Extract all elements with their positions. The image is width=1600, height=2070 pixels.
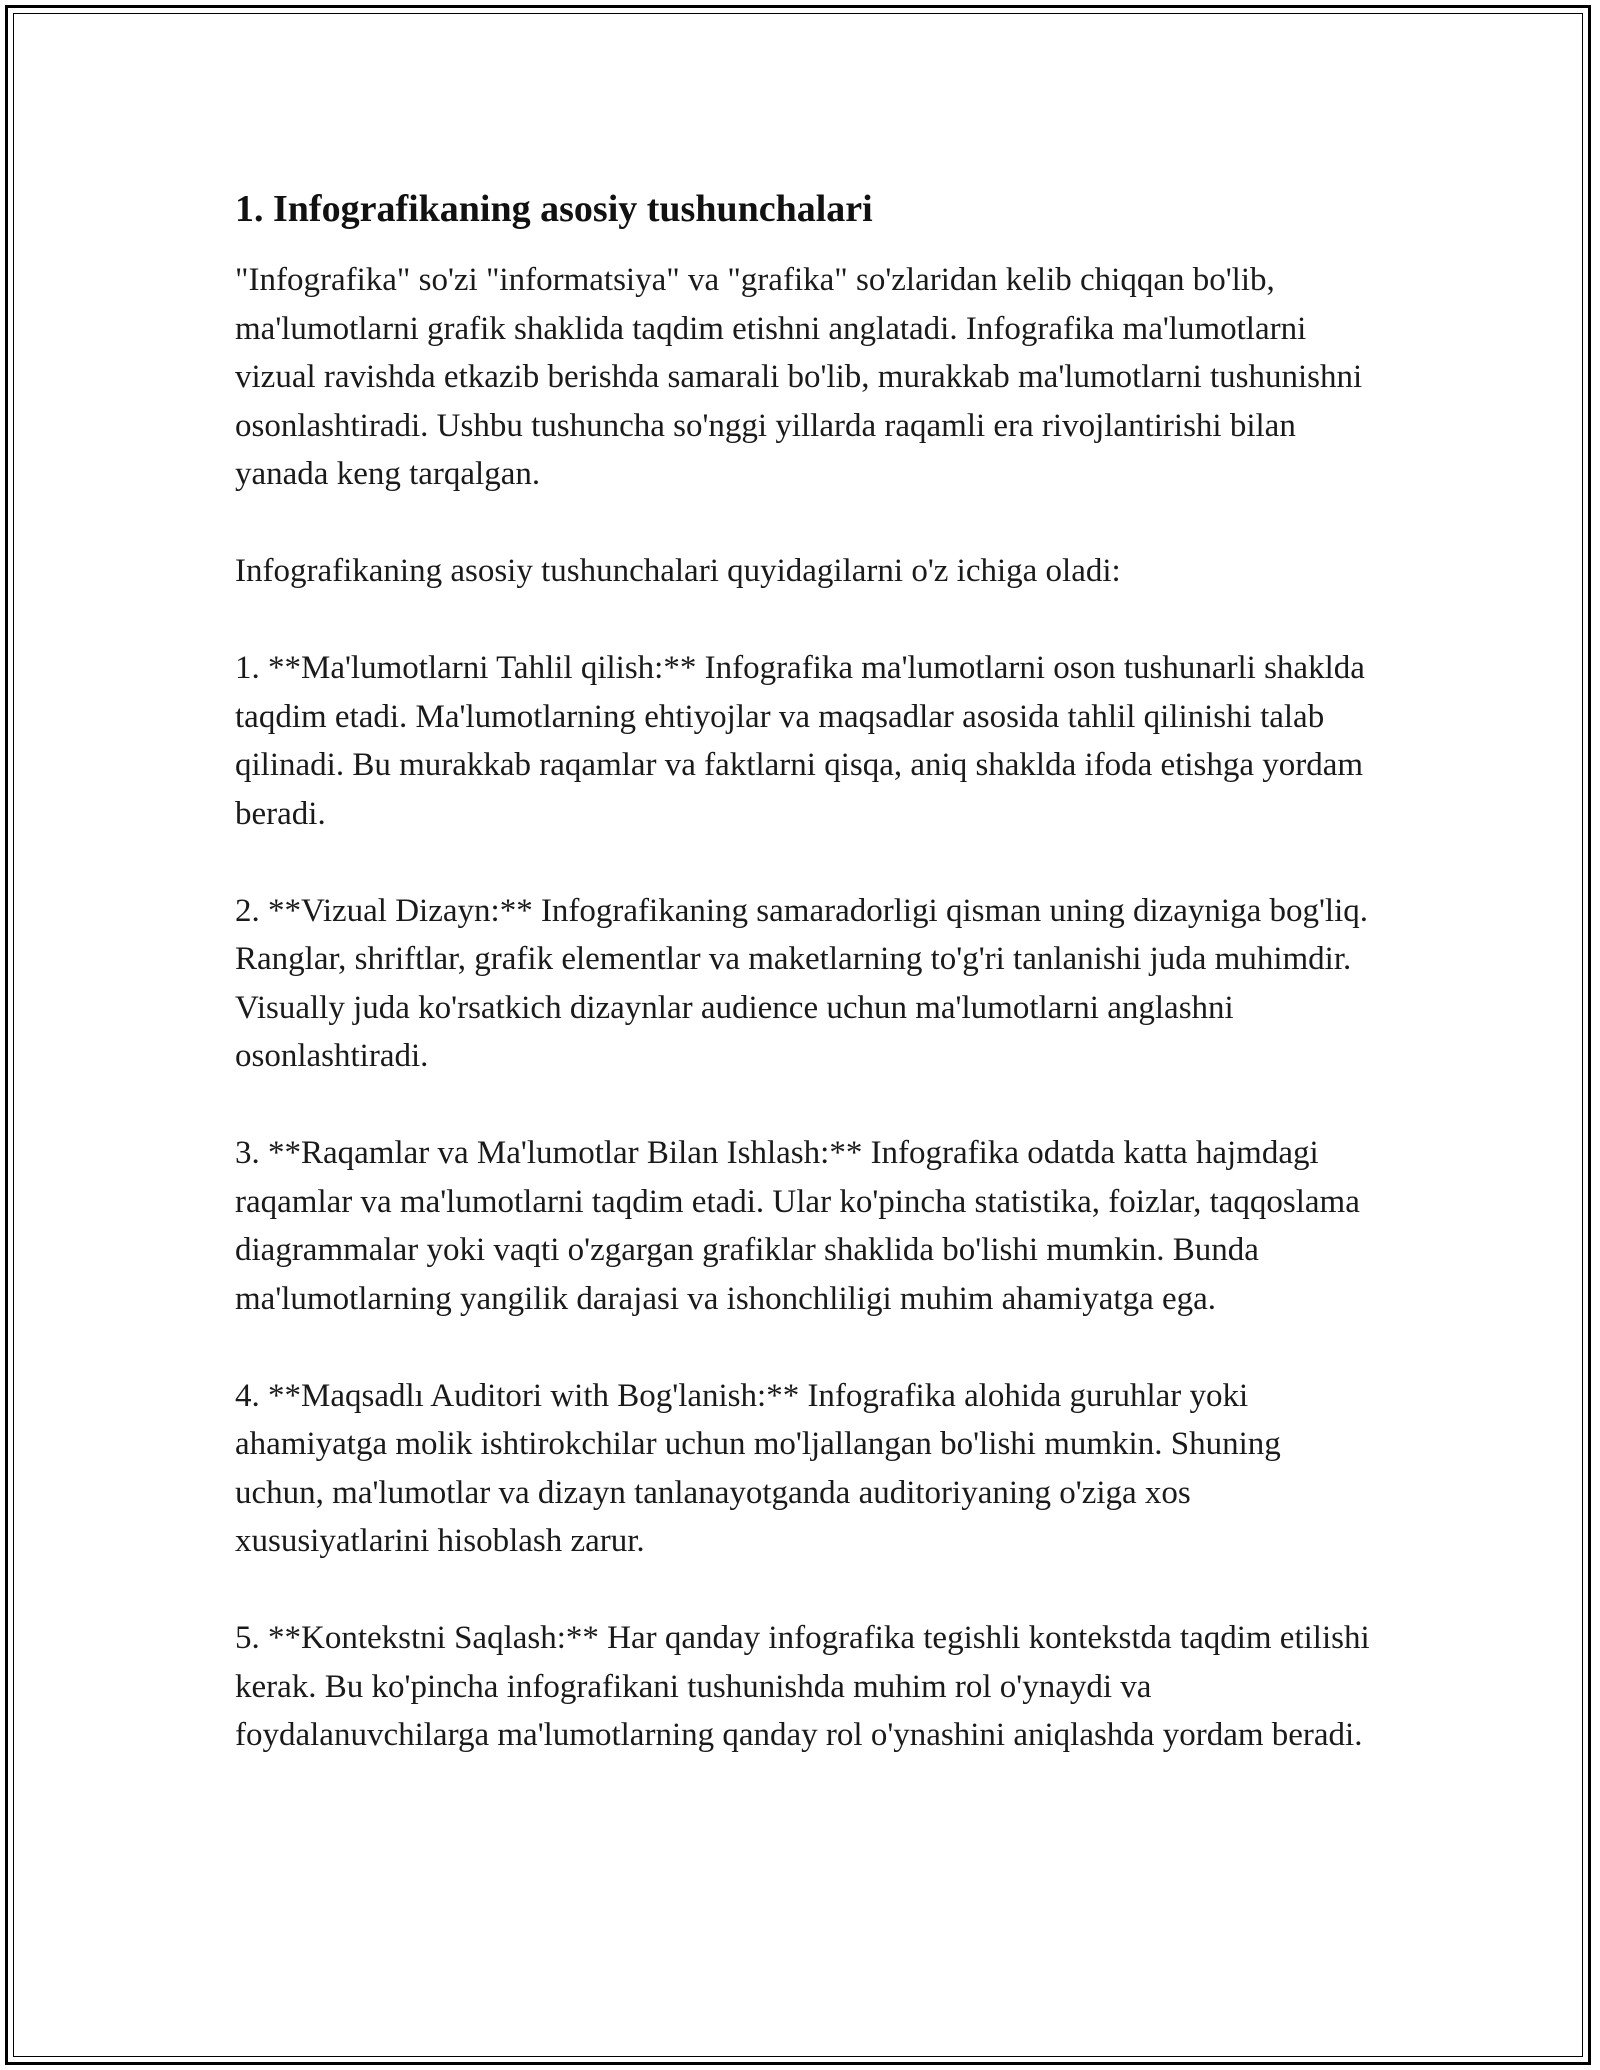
- section-heading: 1. Infografikaning asosiy tushunchalari: [235, 188, 873, 230]
- list-item-target-audience: 4. **Maqsadlı Auditori with Bog'lanish:** Infografika alohida guruhlar yoki ahamiyatga molik ishtirokchilar uchun mo'ljallangan bo'lishi mumkin. Shuning uchun, ma'lumotlar va dizayn tanlanayotganda auditoriyaning o'ziga xos xususiyatlarini hisoblash zarur.: [235, 1377, 1281, 1559]
- list-item-context: 5. **Kontekstni Saqlash:** Har qanday infografika tegishli kontekstda taqdim etilishi kerak. Bu ko'pincha infografikani tushunishda muhim rol o'ynaydi va foydalanuvchilarga ma'lumotlarning qanday rol o'ynashini aniqlashda yordam beradi.: [235, 1620, 1370, 1753]
- intro-paragraph: "Infografika" so'zi "informatsiya" va "grafika" so'zlaridan kelib chiqqan bo'lib, ma'lumotlarni grafik shaklida taqdim etishni anglatadi. Infografika ma'lumotlarni vizual ravishda etkazib berishda samarali bo'lib, murakkab ma'lumotlarni tushunishni osonlashtiradi. Ushbu tushuncha so'nggi yillarda raqamli era rivojlantirishi bilan yanada keng tarqalgan.: [235, 262, 1363, 492]
- list-intro-paragraph: Infografikaning asosiy tushunchalari quyidagilarni o'z ichiga oladi:: [235, 553, 1121, 589]
- list-item-numbers-and-data: 3. **Raqamlar va Ma'lumotlar Bilan Ishlash:** Infografika odatda katta hajmdagi raqamlar va ma'lumotlarni taqdim etadi. Ular ko'pincha statistika, foizlar, taqqoslama diagrammalar yoki vaqti o'zgargan grafiklar shaklida bo'lishi mumkin. Bunda ma'lumotlarning yangilik darajasi va ishonchliligi muhim ahamiyatga ega.: [235, 1135, 1360, 1317]
- document-body: [235, 185, 1375, 1808]
- list-item-visual-design: 2. **Vizual Dizayn:** Infografikaning samaradorligi qisman uning dizayniga bog'liq. Ranglar, shriftlar, grafik elementlar va maketlarning to'g'ri tanlanishi juda muhimdir. Visually juda ko'rsatkich dizaynlar audience uchun ma'lumotlarni anglashni osonlashtiradi.: [235, 892, 1369, 1074]
- list-item-data-analysis: 1. **Ma'lumotlarni Tahlil qilish:** Infografika ma'lumotlarni oson tushunarli shaklda taqdim etadi. Ma'lumotlarning ehtiyojlar va maqsadlar asosida tahlil qilinishi talab qilinadi. Bu murakkab raqamlar va faktlarni qisqa, aniq shaklda ifoda etishga yordam beradi.: [235, 650, 1365, 832]
